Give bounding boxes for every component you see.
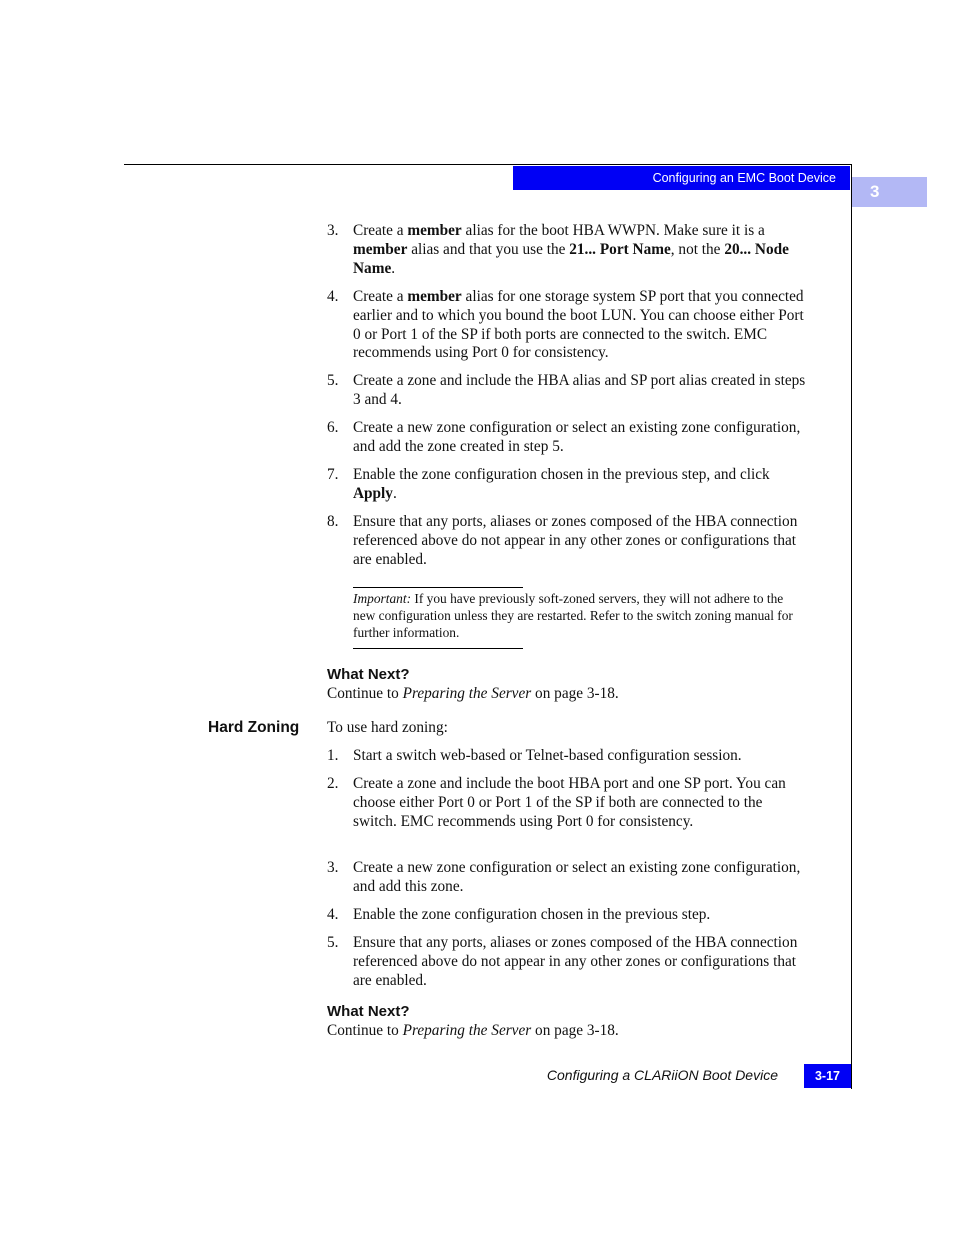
cross-reference-link[interactable]: Preparing the Server bbox=[402, 1022, 532, 1039]
hard-zoning-intro: To use hard zoning: bbox=[327, 719, 448, 736]
right-margin-rule bbox=[851, 164, 852, 1089]
page-number: 3-17 bbox=[804, 1064, 851, 1088]
bold-term: member bbox=[353, 240, 408, 258]
chapter-tab: 3 bbox=[852, 177, 927, 207]
cross-reference-link[interactable]: Preparing the Server bbox=[402, 685, 532, 702]
bold-term: 21... Port Name bbox=[569, 240, 671, 258]
list-item: 6. Create a new zone configuration or select an existing zone configuration, and add the zone created in step 5. bbox=[327, 419, 801, 455]
header-rule bbox=[124, 164, 851, 165]
bold-term: 20... Node Name bbox=[353, 240, 789, 277]
list-item: 1. Start a switch web-based or Telnet-based configuration session. bbox=[327, 747, 742, 764]
list-item: 5. Create a zone and include the HBA alias and SP port alias created in steps 3 and 4. bbox=[327, 372, 806, 408]
list-item: 4. Enable the zone configuration chosen in the previous step. bbox=[327, 906, 711, 923]
list-item: 3. Create a new zone configuration or select an existing zone configuration, and add this zone. bbox=[327, 859, 801, 895]
note-label: Important: bbox=[353, 591, 412, 606]
what-next-heading: What Next? bbox=[327, 1003, 410, 1020]
bold-term: member bbox=[407, 222, 462, 239]
note-text: If you have previously soft-zoned servers, they will not adhere to the new configuration unless they are restarted. Refer to the switch zoning manual for further information. bbox=[353, 591, 793, 640]
what-next-text: Continue to Preparing the Server on page 3-18. bbox=[327, 685, 619, 702]
bold-term: Apply bbox=[353, 484, 393, 502]
list-item: 7. Enable the zone configuration chosen in the previous step, and click Apply. bbox=[327, 466, 770, 502]
list-item: 8. Ensure that any ports, aliases or zones composed of the HBA connection referenced above do not appear in any other zones or configurations that are enabled. bbox=[327, 513, 798, 568]
running-header: Configuring an EMC Boot Device bbox=[513, 166, 850, 190]
bold-term: member bbox=[407, 288, 462, 305]
list-item: 2. Create a zone and include the boot HBA port and one SP port. You can choose either Port 0 or Port 1 of the SP if both are connected to the switch. EMC recommends using Port 0 for consistency. bbox=[327, 775, 786, 830]
running-footer: Configuring a CLARiiON Boot Device bbox=[546, 1067, 778, 1083]
note-bottom-rule bbox=[353, 648, 523, 649]
important-note bbox=[353, 590, 808, 641]
what-next-text: Continue to Preparing the Server on page 3-18. bbox=[327, 1022, 619, 1039]
hard-zoning-heading: Hard Zoning bbox=[208, 719, 300, 736]
what-next-heading: What Next? bbox=[327, 666, 410, 683]
list-item: 3. Create a member alias for the boot HBA WWPN. Make sure it is a member alias and that you use the 21... Port Name, not the 20... Node Name. bbox=[327, 222, 789, 277]
list-item: 4. Create a member alias for one storage system SP port that you connected earlier and to which you bound the boot LUN. You can choose either Port 0 or Port 1 of the SP if both ports are connected to the switch. EMC recommends using Port 0 for consistency. bbox=[327, 288, 804, 362]
note-top-rule bbox=[353, 587, 523, 588]
list-item: 5. Ensure that any ports, aliases or zones composed of the HBA connection referenced above do not appear in any other zones or configurations that are enabled. bbox=[327, 934, 798, 989]
